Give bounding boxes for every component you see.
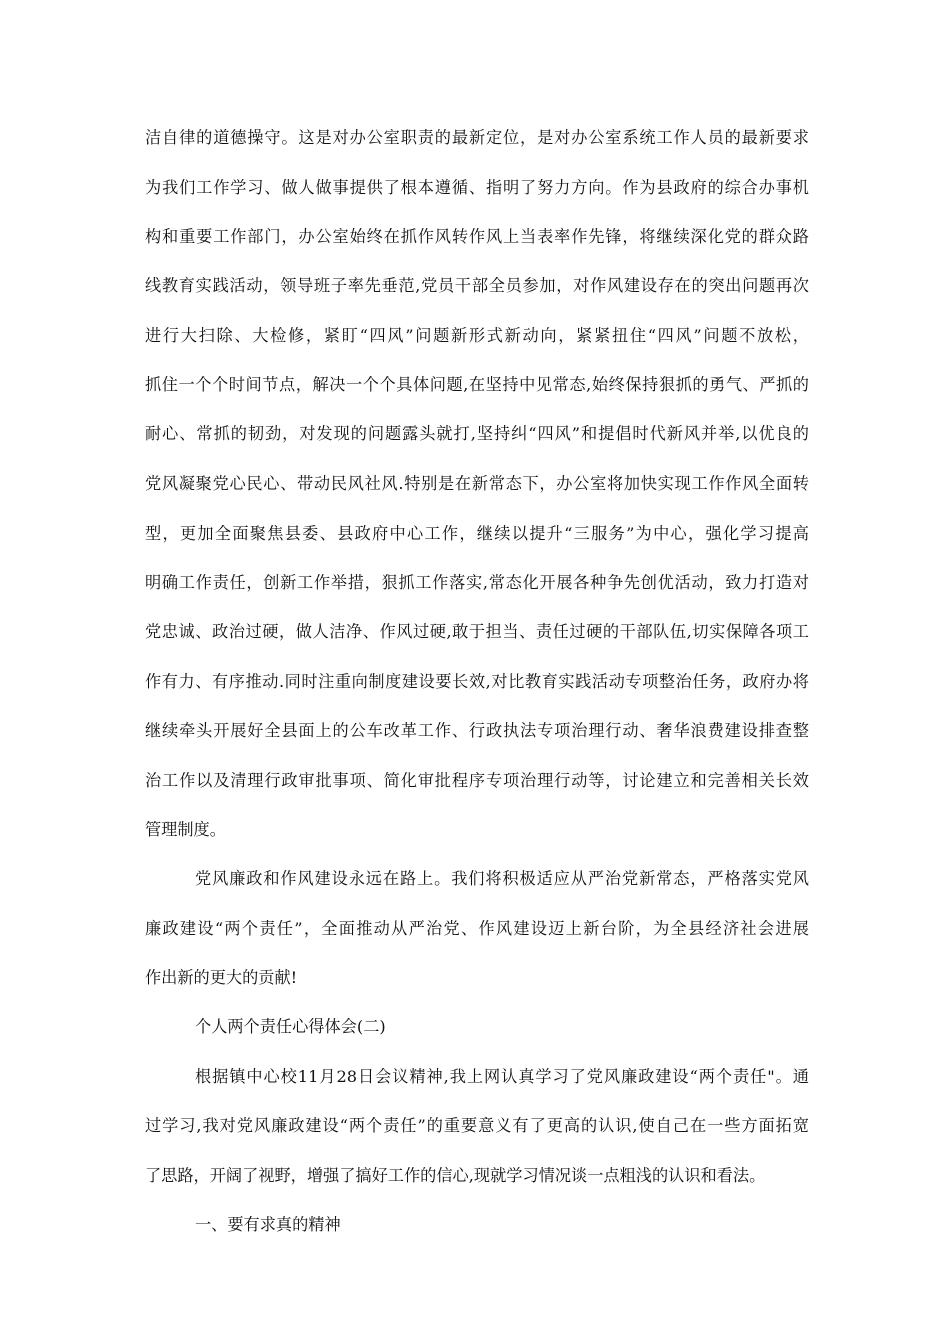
text-line: 继续牵头开展好全县面上的公车改革工作、行政执法专项治理行动、奢华浪费建设排查整 [145,721,809,740]
section-heading: 个人两个责任心得体会(二) [195,1017,386,1036]
text-line: 作出新的更大的贡献! [145,968,298,987]
text-line: 为我们工作学习、做人做事提供了根本遵循、指明了努力方向。作为县政府的综合办事机 [145,178,809,197]
text-line: 了思路，开阔了视野，增强了搞好工作的信心,现就学习情况谈一点粗浅的认识和看法。 [145,1166,766,1185]
text-line: 抓住一个个时间节点，解决一个个具体问题,在坚持中见常态,始终保持狠抓的勇气、严抓的 [145,375,809,394]
text-line: 党风凝聚党心民心、带动民风社风.特别是在新常态下，办公室将加快实现工作作风全面转 [145,474,809,493]
text-line: 型，更加全面聚焦县委、县政府中心工作，继续以提升“三服务”为中心，强化学习提高 [145,524,809,543]
text-line: 进行大扫除、大检修，紧盯“四风”问题新形式新动向，紧紧扭住“四风”问题不放松， [145,326,809,345]
text-line: 治工作以及清理行政审批事项、简化审批程序专项治理行动等，讨论建立和完善相关长效 [145,771,809,790]
text-line: 党忠诚、政治过硬，做人洁净、作风过硬,敢于担当、责任过硬的干部队伍,切实保障各项工 [145,622,809,641]
text-line: 构和重要工作部门，办公室始终在抓作风转作风上当表率作先锋，将继续深化党的群众路 [145,227,809,246]
text-line: 洁自律的道德操守。这是对办公室职责的最新定位，是对办公室系统工作人员的最新要求 [145,128,809,147]
text-line: 过学习,我对党风廉政建设“两个责任”的重要意义有了更高的认识,使自己在一些方面拓宽 [145,1116,809,1135]
subsection-heading: 一、要有求真的精神 [195,1215,341,1234]
text-line: 作有力、有序推动.同时注重向制度建设要长效,对比教育实践活动专项整治任务，政府办将 [145,672,809,691]
text-line: 线教育实践活动，领导班子率先垂范,党员干部全员参加，对作风建设存在的突出问题再次 [145,276,809,295]
text-line: 明确工作责任，创新工作举措，狠抓工作落实,常态化开展各种争先创优活动，致力打造对 [145,573,809,592]
text-line: 管理制度。 [145,820,226,839]
text-line: 耐心、常抓的韧劲，对发现的问题露头就打,坚持纠“四风”和提倡时代新风并举,以优良的 [145,424,809,443]
paragraph-start-line: 党风廉政和作风建设永远在路上。我们将积极适应从严治党新常态，严格落实党风 [195,869,809,888]
text-line: 廉政建设“两个责任”，全面推动从严治党、作风建设迈上新台阶，为全县经济社会进展 [145,919,809,938]
paragraph-start-line: 根据镇中心校11月28日会议精神,我上网认真学习了党风廉政建设“两个责任"。通 [195,1067,809,1086]
